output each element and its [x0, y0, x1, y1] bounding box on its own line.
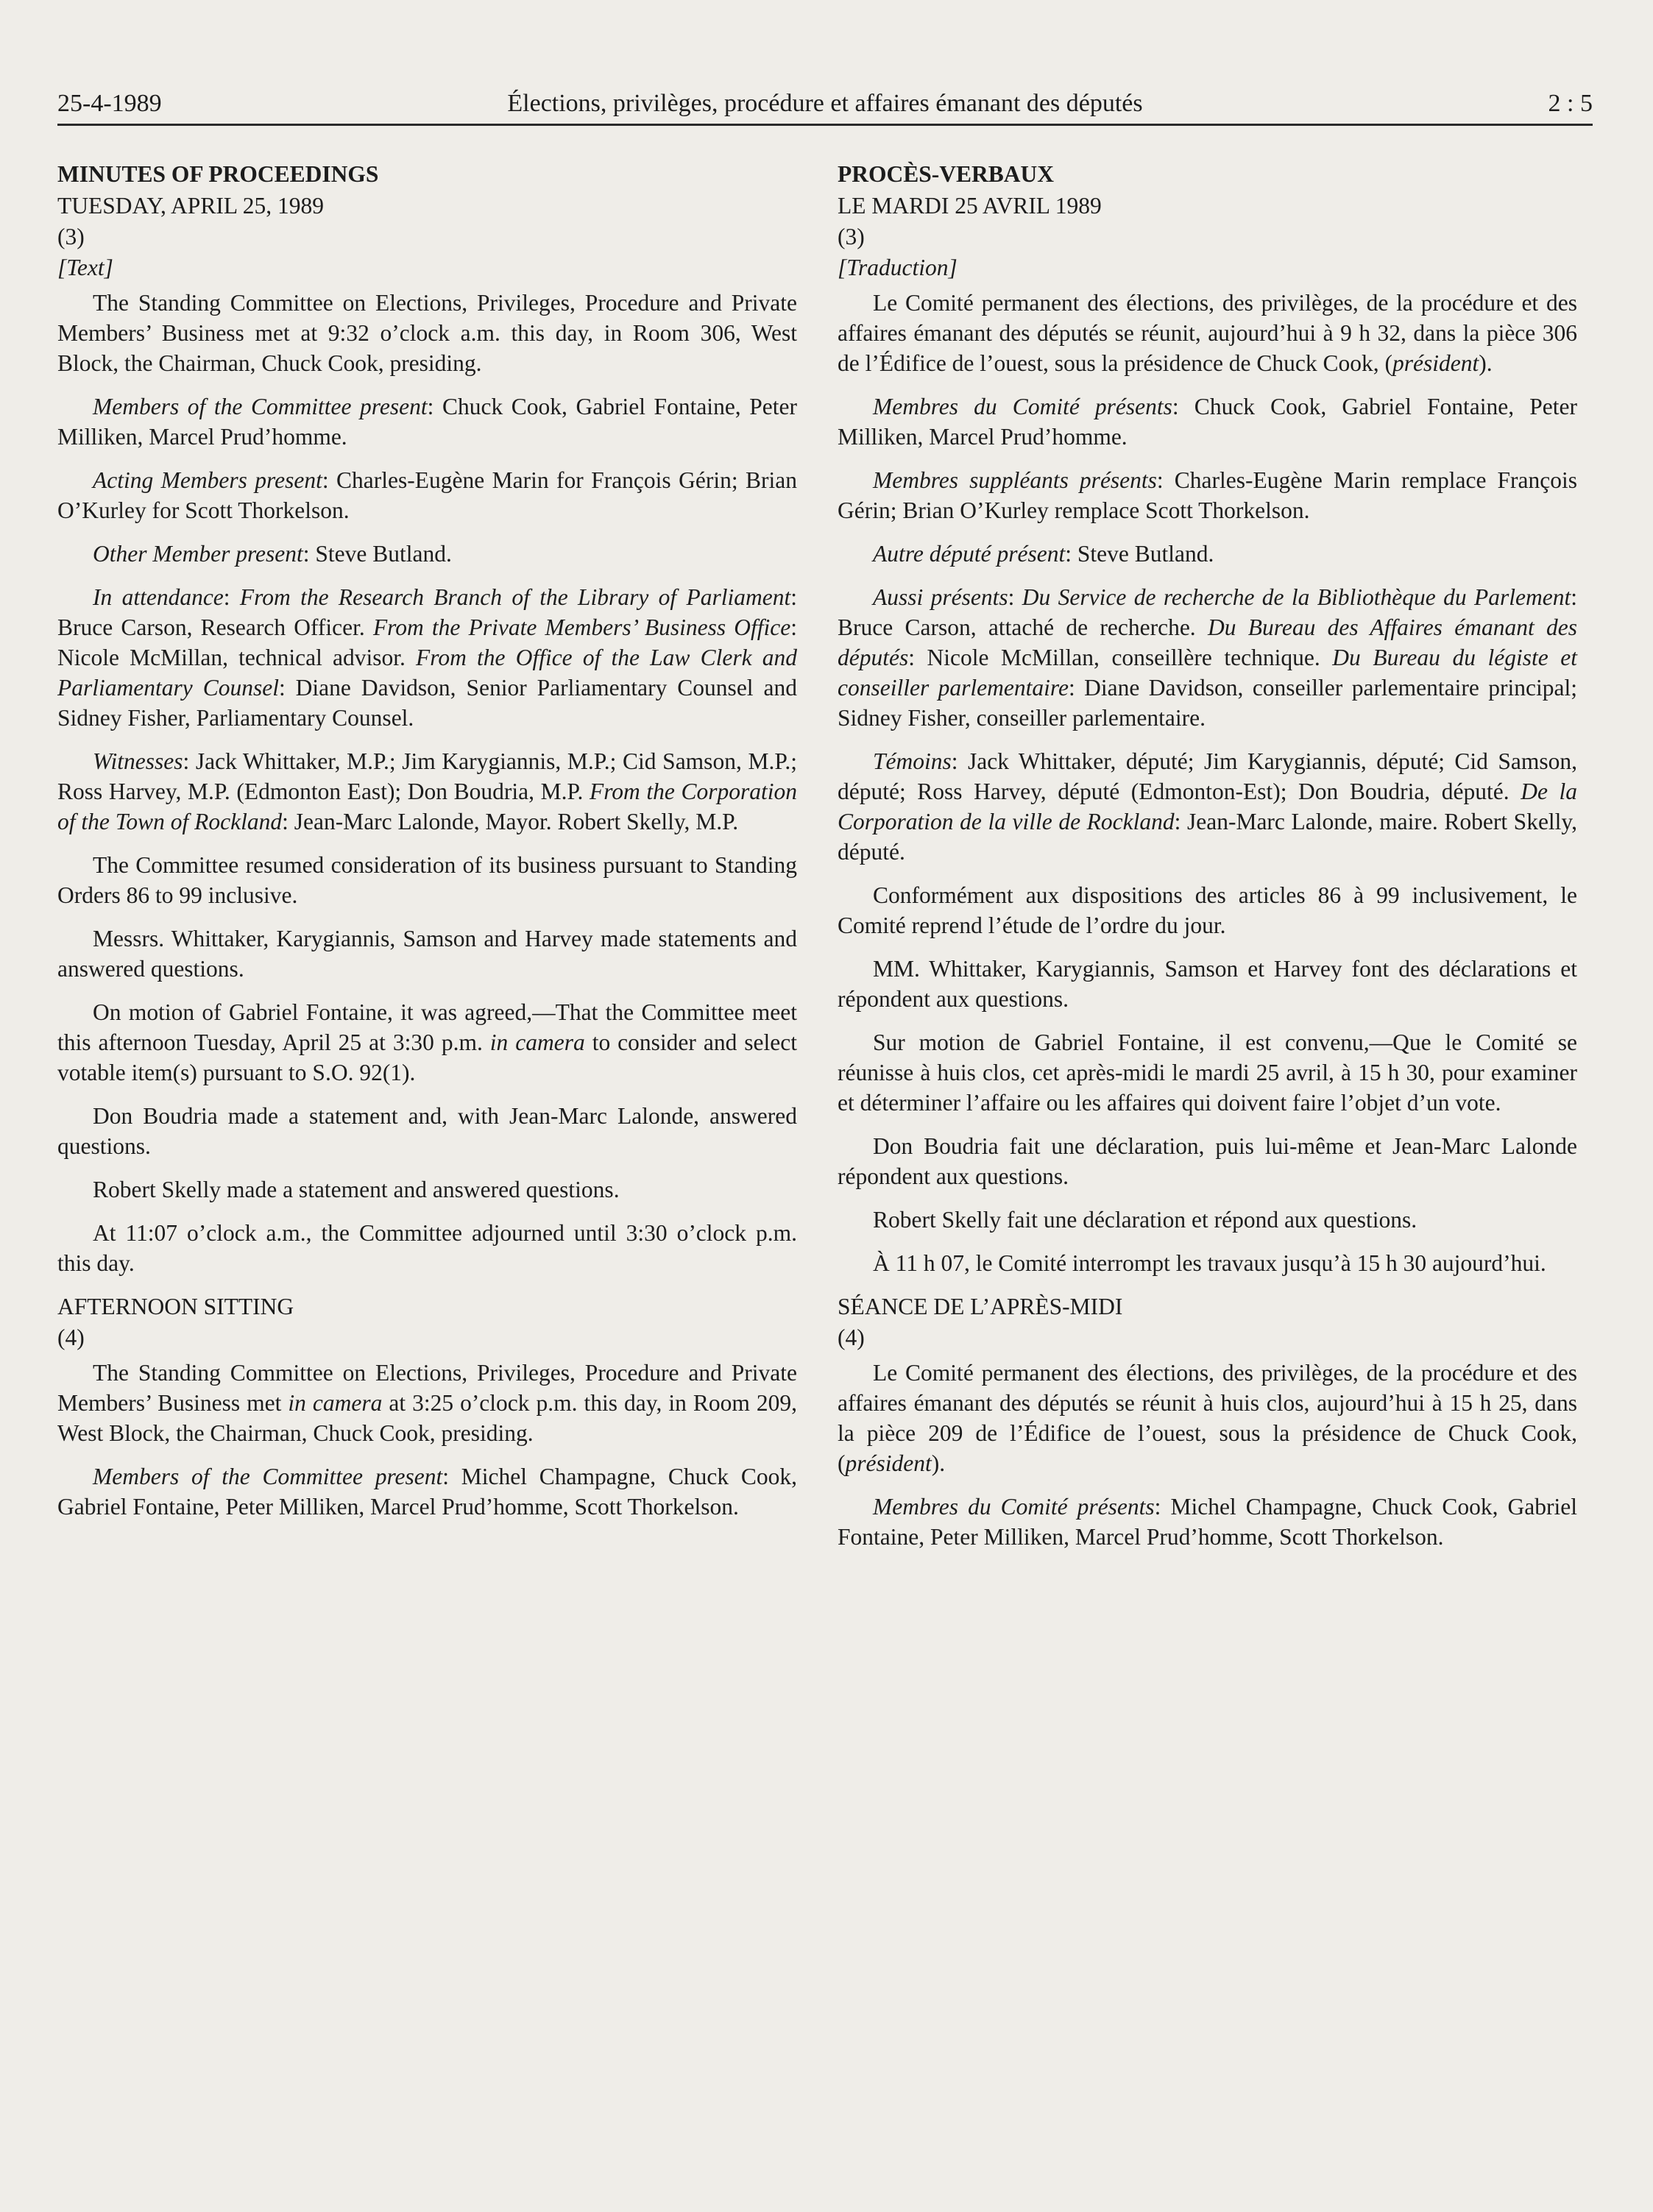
adjournment-paragraph-fr: À 11 h 07, le Comité interrompt les travaux jusqu’à 15 h 30 aujourd’hui.	[873, 1250, 1546, 1276]
statements-paragraph: Messrs. Whittaker, Karygiannis, Samson and Harvey made statements and answered questions.	[57, 926, 797, 982]
header-title: Élections, privilèges, procédure et affaires émanant des députés	[507, 90, 1143, 117]
opening-paragraph: The Standing Committee on Elections, Privileges, Procedure and Private Members’ Business met at 9:32 o’clock a.m. this day, in Room 306, West Block, the Chairman, Chuck Cook, presiding.	[57, 290, 797, 376]
afternoon-heading-fr: SÉANCE DE L’APRÈS-MIDI	[838, 1294, 1123, 1319]
running-header	[57, 82, 1593, 126]
header-date: 25-4-1989	[57, 90, 162, 117]
witnesses: Witnesses: Jack Whittaker, M.P.; Jim Karygiannis, M.P.; Cid Samson, M.P.; Ross Harvey, M.P. (Edmonton East); Don Boudria, M.P. From the Corporation of the Town of Rockland: Jean-Marc Lalonde, Mayor. Robert Skelly, M.P.	[57, 748, 798, 834]
boudria-paragraph: Don Boudria made a statement and, with Jean-Marc Lalonde, answered questions.	[57, 1103, 797, 1159]
statements-paragraph-fr: MM. Whittaker, Karygiannis, Samson et Harvey font des déclarations et répondent aux questions.	[838, 956, 1577, 1012]
meeting-date-fr: LE MARDI 25 AVRIL 1989	[838, 193, 1102, 219]
acting-members-present-fr: Membres suppléants présents: Charles-Eugène Marin remplace François Gérin; Brian O’Kurley remplace Scott Thorkelson.	[838, 467, 1577, 523]
afternoon-members-present-fr: Membres du Comité présents: Michel Champagne, Chuck Cook, Gabriel Fontaine, Peter Milliken, Marcel Prud’homme, Scott Thorkelson.	[838, 1494, 1577, 1550]
meeting-date: TUESDAY, APRIL 25, 1989	[57, 193, 325, 219]
other-member-present-fr: Autre député présent: Steve Butland.	[873, 541, 1214, 567]
boudria-paragraph-fr: Don Boudria fait une déclaration, puis lui-même et Jean-Marc Lalonde répondent aux questions.	[838, 1133, 1577, 1189]
other-member-present: Other Member present: Steve Butland.	[93, 541, 452, 567]
witnesses-fr: Témoins: Jack Whittaker, député; Jim Karygiannis, député; Cid Samson, député; Ross Harvey, député (Edmonton-Est); Don Boudria, député. De la Corporation de la ville de Rockland: Jean-Marc Lalonde, maire. Robert Skelly, député.	[838, 748, 1578, 865]
proces-verbaux-heading: PROCÈS-VERBAUX	[838, 161, 1055, 187]
resumed-consideration-fr: Conformément aux dispositions des articles 86 à 99 inclusivement, le Comité reprend l’étude de l’ordre du jour.	[838, 882, 1577, 938]
in-attendance-fr: Aussi présents: Du Service de recherche de la Bibliothèque du Parlement: Bruce Carson, attaché de recherche. Du Bureau des Affaires émanant des députés: Nicole McMillan, conseillère technique. Du Bureau du légiste et conseiller parlementaire: Diane Davidson, conseiller parlementaire principal; Sidney Fisher, conseiller parlementaire.	[838, 584, 1577, 731]
english-column	[57, 158, 797, 1535]
afternoon-number: (4)	[57, 1325, 85, 1350]
afternoon-opening-fr: Le Comité permanent des élections, des privilèges, de la procédure et des affaires émanant des députés se réunit à huis clos, aujourd’hui à 15 h 25, dans la pièce 209 de l’Édifice de l’ouest, sous la présidence de Chuck Cook, (président).	[838, 1360, 1577, 1476]
page-number: 2 : 5	[1548, 90, 1593, 117]
meeting-number: (3)	[57, 224, 85, 249]
motion-paragraph-fr: Sur motion de Gabriel Fontaine, il est convenu,—Que le Comité se réunisse à huis clos, cet après-midi le mardi 25 avril, à 15 h 30, pour examiner et déterminer l’affaire ou les affaires qui doivent faire l’objet d’un vote.	[838, 1029, 1577, 1116]
translation-note: [Traduction]	[838, 255, 958, 280]
skelly-paragraph: Robert Skelly made a statement and answered questions.	[93, 1177, 620, 1202]
afternoon-opening: The Standing Committee on Elections, Privileges, Procedure and Private Members’ Business met in camera at 3:25 o’clock p.m. this day, in Room 209, West Block, the Chairman, Chuck Cook, presiding.	[57, 1360, 797, 1446]
afternoon-number-fr: (4)	[838, 1325, 865, 1350]
afternoon-heading: AFTERNOON SITTING	[57, 1294, 294, 1319]
text-note: [Text]	[57, 255, 113, 280]
in-attendance: In attendance: From the Research Branch of the Library of Parliament: Bruce Carson, Research Officer. From the Private Members’ Business Office: Nicole McMillan, technical advisor. From the Office of the Law Clerk and Parliamentary Counsel: Diane Davidson, Senior Parliamentary Counsel and Sidney Fisher, Parliamentary Counsel.	[57, 584, 798, 731]
members-present: Members of the Committee present: Chuck Cook, Gabriel Fontaine, Peter Milliken, Marcel Prud’homme.	[57, 394, 797, 450]
opening-paragraph-fr: Le Comité permanent des élections, des privilèges, de la procédure et des affaires émanant des députés se réunit, aujourd’hui à 9 h 32, dans la pièce 306 de l’Édifice de l’ouest, sous la présidence de Chuck Cook, (président).	[838, 290, 1577, 376]
adjournment-paragraph: At 11:07 o’clock a.m., the Committee adjourned until 3:30 o’clock p.m. this day.	[57, 1220, 797, 1276]
french-column	[838, 158, 1577, 1565]
acting-members-present: Acting Members present: Charles-Eugène Marin for François Gérin; Brian O’Kurley for Scott Thorkelson.	[57, 467, 797, 523]
minutes-heading: MINUTES OF PROCEEDINGS	[57, 161, 379, 187]
afternoon-members-present: Members of the Committee present: Michel Champagne, Chuck Cook, Gabriel Fontaine, Peter Milliken, Marcel Prud’homme, Scott Thorkelson.	[57, 1464, 797, 1520]
motion-paragraph: On motion of Gabriel Fontaine, it was agreed,—That the Committee meet this afternoon Tuesday, April 25 at 3:30 p.m. in camera to consider and select votable item(s) pursuant to S.O. 92(1).	[57, 999, 797, 1085]
meeting-number-fr: (3)	[838, 224, 865, 249]
members-present-fr: Membres du Comité présents: Chuck Cook, Gabriel Fontaine, Peter Milliken, Marcel Prud’homme.	[838, 394, 1577, 450]
resumed-consideration: The Committee resumed consideration of its business pursuant to Standing Orders 86 to 99 inclusive.	[57, 852, 797, 908]
skelly-paragraph-fr: Robert Skelly fait une déclaration et répond aux questions.	[873, 1207, 1417, 1233]
